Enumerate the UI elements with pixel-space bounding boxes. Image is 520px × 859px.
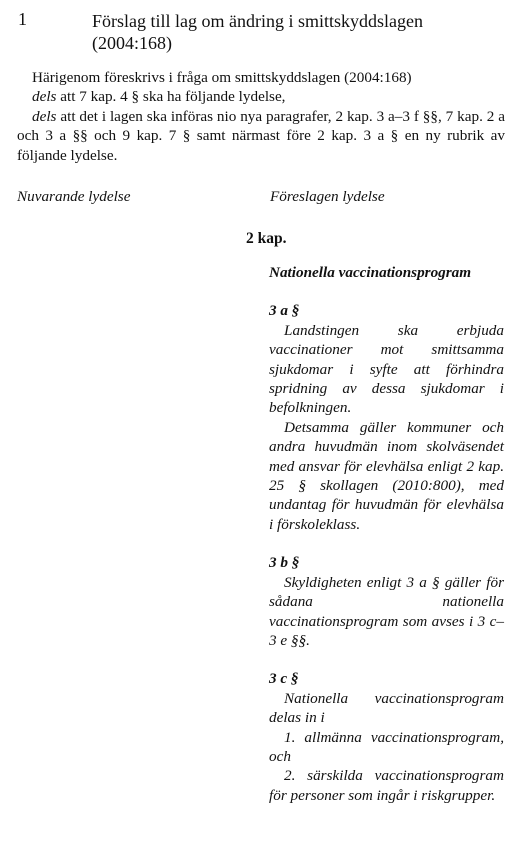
proposed-wording-header: Föreslagen lydelse <box>270 188 385 205</box>
introduction <box>17 68 505 165</box>
current-wording-header: Nuvarande lydelse <box>17 188 131 205</box>
dels-text: att det i lagen ska införas nio nya paragrafer, 2 kap. 3 a–3 f §§, 7 kap. 2 a och 3 a §§ och 9 kap. 7 § samt närmast före 2 kap. 3 a § en ny rubrik av följande lydelse. <box>17 107 505 164</box>
intro-dels-2 <box>17 107 505 165</box>
section-3a <box>269 301 504 534</box>
intro-dels-1 <box>17 87 505 106</box>
chapter-heading: 2 kap. <box>246 230 287 247</box>
intro-line: Härigenom föreskrivs i fråga om smittskyddslagen (2004:168) <box>32 69 412 86</box>
section-paragraph: Detsamma gäller kommuner och andra huvudmän inom skolväsendet med ansvar för elevhälsa enligt 2 kap. 25 § skollagen (2010:800), med undantag för huvudmän för elevhälsa i förskoleklass. <box>269 418 504 533</box>
section-paragraph: Landstingen ska erbjuda vaccinationer mot smittsamma sjukdomar i syfte att förhindra spridning av dessa sjukdomar i befolkningen. <box>269 321 504 417</box>
section-paragraph: Skyldigheten enligt 3 a § gäller för sådana nationella vaccinationsprogram som avses i 3 c–3 e §§. <box>269 573 504 649</box>
section-3c <box>269 669 504 805</box>
section-title: 3 b § <box>269 554 300 572</box>
section-paragraph: Nationella vaccinationsprogram delas in i <box>269 689 504 727</box>
dels-label: dels <box>32 107 57 125</box>
proposal-number: 1 <box>18 9 27 29</box>
section-title: 3 a § <box>269 302 300 320</box>
list-item: 1. allmänna vaccinationsprogram, och <box>269 728 504 765</box>
proposed-text <box>269 263 504 824</box>
dels-label: dels <box>32 88 57 106</box>
dels-text: att 7 kap. 4 § ska ha följande lydelse, <box>56 88 286 106</box>
section-group-heading: Nationella vaccinationsprogram <box>269 264 472 281</box>
list-item: 2. särskilda vaccinationsprogram för personer som ingår i riskgrupper. <box>269 767 504 804</box>
proposal-title: Förslag till lag om ändring i smittskyddslagen (2004:168) <box>92 11 423 53</box>
section-3b <box>269 553 504 650</box>
section-title: 3 c § <box>269 670 299 688</box>
